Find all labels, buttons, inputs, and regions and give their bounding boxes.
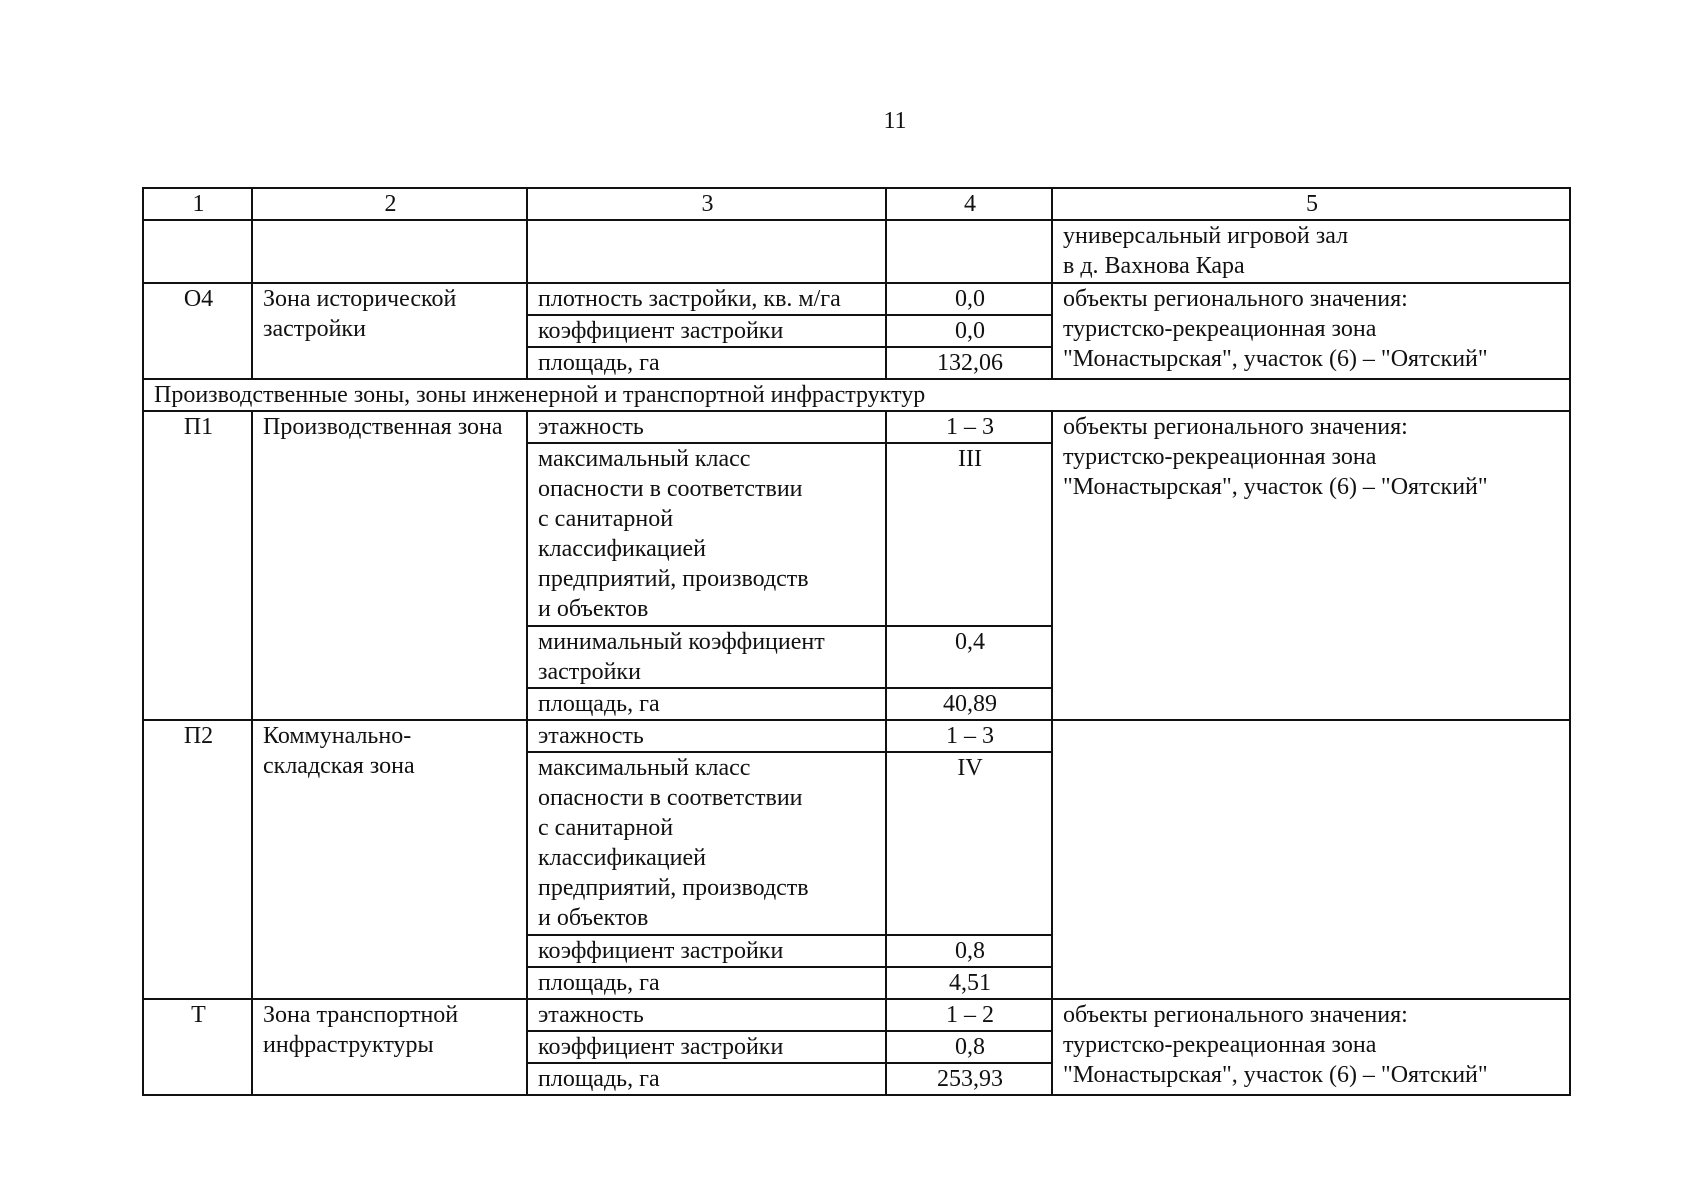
zone-objects (1052, 999, 1570, 1095)
param-label: площадь, га (527, 967, 886, 999)
param-value: 1 – 3 (886, 411, 1052, 443)
page-number: 11 (883, 108, 907, 134)
objects-line: туристско-рекреационная зона (1063, 444, 1377, 470)
param-label-line: предприятий, производств (538, 566, 809, 592)
param-label: площадь, га (527, 1063, 886, 1095)
param-label-line: классификацией (538, 536, 706, 562)
zone-name-line: застройки (263, 316, 366, 342)
zone-code: Т (143, 999, 252, 1095)
cont-param-cell (527, 220, 886, 283)
table-row (143, 999, 1570, 1031)
param-label: плотность застройки, кв. м/га (527, 283, 886, 315)
zones-table (142, 187, 1571, 1096)
zone-name-line: Зона исторической (263, 286, 457, 312)
param-label-line: опасности в соответствии (538, 785, 803, 811)
param-label: площадь, га (527, 347, 886, 379)
zone-objects (1052, 720, 1570, 999)
zone-name (252, 411, 527, 720)
zone-name-line: Зона транспортной (263, 1002, 459, 1028)
param-label: этажность (527, 999, 886, 1031)
param-label-line: с санитарной (538, 506, 674, 532)
zone-name (252, 283, 527, 379)
param-label-line: и объектов (538, 596, 649, 622)
zone-name (252, 720, 527, 999)
param-label-line: с санитарной (538, 815, 674, 841)
param-label-line: опасности в соответствии (538, 476, 803, 502)
param-value: 253,93 (886, 1063, 1052, 1095)
objects-line: универсальный игровой зал (1063, 223, 1349, 249)
param-value: 0,8 (886, 1031, 1052, 1063)
objects-line: в д. Вахнова Кара (1063, 253, 1245, 279)
param-value: 1 – 3 (886, 720, 1052, 752)
header-col-3: 3 (527, 188, 886, 220)
zone-code: П1 (143, 411, 252, 720)
cont-value-cell (886, 220, 1052, 283)
header-col-2: 2 (252, 188, 527, 220)
objects-line: объекты регионального значения: (1063, 1002, 1408, 1028)
param-label (527, 626, 886, 688)
param-label: площадь, га (527, 688, 886, 720)
param-label-line: предприятий, производств (538, 875, 809, 901)
zone-name (252, 999, 527, 1095)
param-label: коэффициент застройки (527, 1031, 886, 1063)
zone-name-line: инфраструктуры (263, 1032, 434, 1058)
param-value: 0,4 (886, 626, 1052, 688)
table-row (143, 283, 1570, 315)
objects-line: туристско-рекреационная зона (1063, 1032, 1377, 1058)
table-row (143, 220, 1570, 283)
header-col-1: 1 (143, 188, 252, 220)
objects-line: "Монастырская", участок (6) – "Оятский" (1063, 1062, 1488, 1088)
section-title-row (143, 379, 1570, 411)
cont-name-cell (252, 220, 527, 283)
zone-code: П2 (143, 720, 252, 999)
header-col-5: 5 (1052, 188, 1570, 220)
objects-line: объекты регионального значения: (1063, 414, 1408, 440)
table-row (143, 411, 1570, 443)
param-label-line: максимальный класс (538, 446, 751, 472)
cont-code-cell (143, 220, 252, 283)
param-label-line: максимальный класс (538, 755, 751, 781)
table-row (143, 720, 1570, 752)
param-label (527, 752, 886, 935)
zone-objects (1052, 283, 1570, 379)
objects-line: туристско-рекреационная зона (1063, 316, 1377, 342)
zone-name-line: Коммунально- (263, 723, 412, 749)
param-label-line: и объектов (538, 905, 649, 931)
param-label: этажность (527, 720, 886, 752)
param-label: коэффициент застройки (527, 315, 886, 347)
objects-line: объекты регионального значения: (1063, 286, 1408, 312)
section-title: Производственные зоны, зоны инженерной и транспортной инфраструктур (143, 379, 1570, 411)
objects-line: "Монастырская", участок (6) – "Оятский" (1063, 346, 1488, 372)
param-label-line: классификацией (538, 845, 706, 871)
zone-name-line: Производственная зона (263, 414, 503, 440)
header-col-4: 4 (886, 188, 1052, 220)
table-header-row (143, 188, 1570, 220)
objects-line: "Монастырская", участок (6) – "Оятский" (1063, 474, 1488, 500)
param-value: 0,0 (886, 283, 1052, 315)
param-value: IV (886, 752, 1052, 935)
param-value: 4,51 (886, 967, 1052, 999)
param-value: 132,06 (886, 347, 1052, 379)
param-value: 0,0 (886, 315, 1052, 347)
cont-objects-cell (1052, 220, 1570, 283)
param-value: 40,89 (886, 688, 1052, 720)
zone-code: О4 (143, 283, 252, 379)
param-label-line: минимальный коэффициент (538, 629, 825, 655)
param-value: 0,8 (886, 935, 1052, 967)
param-label: коэффициент застройки (527, 935, 886, 967)
param-label: этажность (527, 411, 886, 443)
zone-objects (1052, 411, 1570, 720)
param-value: 1 – 2 (886, 999, 1052, 1031)
param-label-line: застройки (538, 659, 641, 685)
param-value: III (886, 443, 1052, 626)
zone-name-line: складская зона (263, 753, 415, 779)
param-label (527, 443, 886, 626)
